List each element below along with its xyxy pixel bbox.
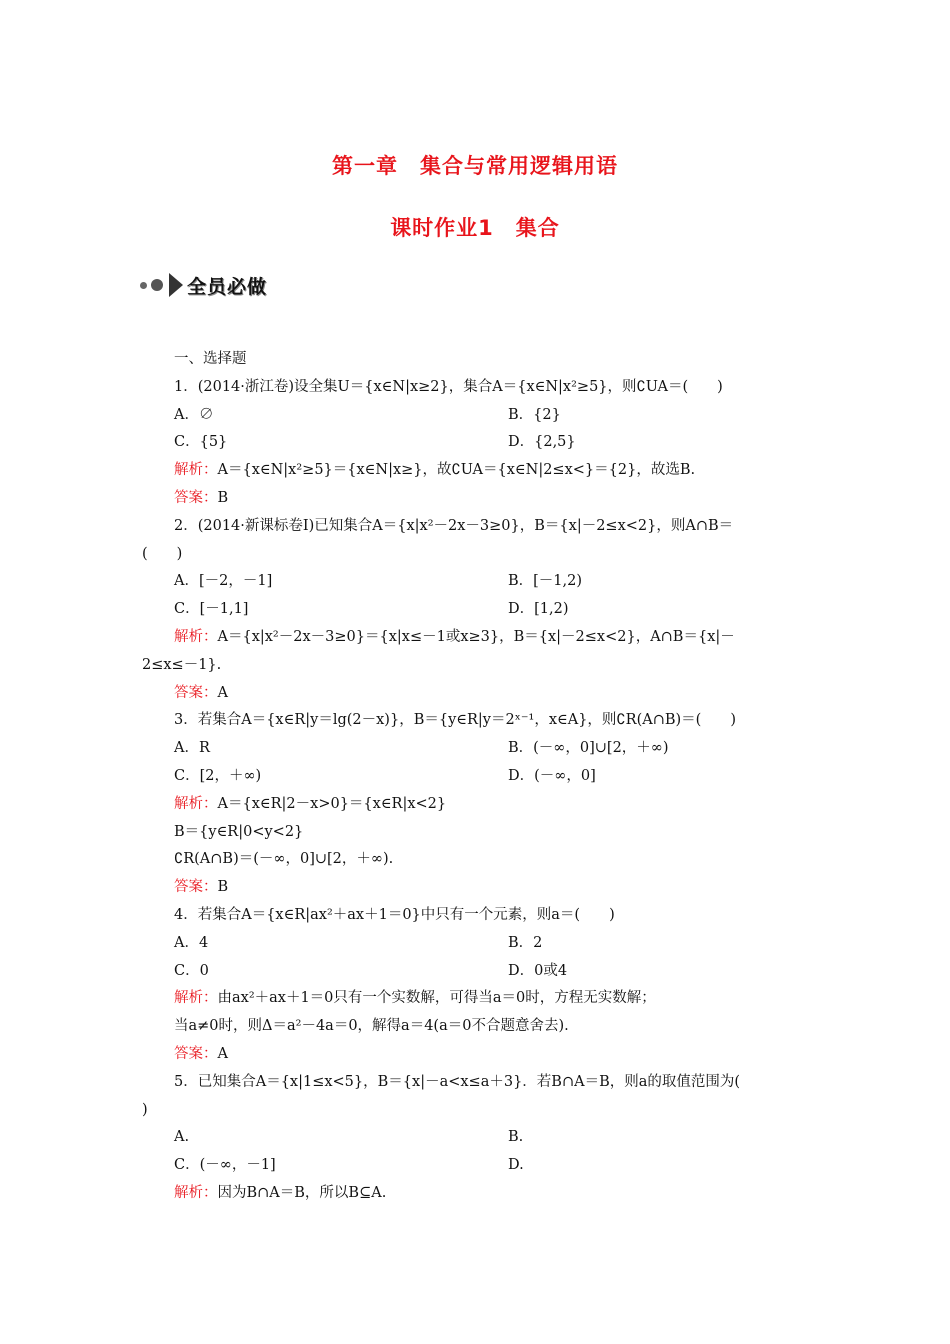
question-1-options-row-1 — [142, 402, 812, 430]
question-1-analysis — [142, 457, 812, 485]
question-2-options-row-2 — [142, 596, 812, 624]
question-3-option-b: B．(－∞，0]∪[2，＋∞) — [508, 740, 669, 757]
question-5-option-d: D. — [508, 1157, 524, 1174]
question-3-option-a: A．R — [174, 740, 210, 757]
analysis-label: 解析： — [174, 1184, 218, 1201]
question-5-option-a: A. — [174, 1129, 190, 1146]
question-3-text: 3．若集合A＝{x∈R|y＝lg(2－x)}，B＝{y∈R|y＝2ˣ⁻¹，x∈A}，则∁R(A∩B)＝( ) — [174, 712, 736, 729]
answer-label: 答案： — [174, 879, 218, 896]
question-4-text: 4．若集合A＝{x∈R|ax²＋ax＋1＝0}中只有一个元素，则a＝( ) — [174, 906, 615, 923]
question-2-analysis-text: A＝{x|x²－2x－3≥0}＝{x|x≤－1或x≥3}，B＝{x|－2≤x<2}，A∩B＝{x|－ — [217, 628, 735, 645]
analysis-label: 解析： — [174, 990, 218, 1007]
question-2-text-continued: ( ) — [142, 545, 183, 562]
question-3-option-d: D．(－∞，0] — [508, 767, 596, 784]
question-5-option-c: C．(－∞，－1] — [174, 1157, 276, 1174]
question-3-options-row-2 — [142, 763, 812, 791]
question-4-option-c: C．0 — [174, 962, 209, 979]
question-1-answer-value: B — [217, 489, 229, 506]
question-2-answer — [142, 680, 812, 708]
question-4-options-row-2 — [142, 958, 812, 986]
question-2-answer-value: A — [217, 684, 228, 701]
question-3-options-row-1 — [142, 735, 812, 763]
question-2-option-b: B．[－1,2) — [508, 573, 583, 590]
question-content — [142, 346, 812, 1208]
analysis-label: 解析： — [174, 795, 218, 812]
question-1-option-b: B．{2} — [508, 406, 561, 423]
question-4-options-row-1 — [142, 930, 812, 958]
question-3-analysis-text: A＝{x∈R|2－x>0}＝{x∈R|x<2} — [217, 795, 447, 812]
question-2-option-a: A．[－2，－1] — [174, 573, 273, 590]
small-dot-icon — [140, 282, 147, 289]
question-4-answer — [142, 1041, 812, 1069]
question-4-option-a: A．4 — [174, 934, 209, 951]
question-2-options-row-1 — [142, 568, 812, 596]
analysis-label: 解析： — [174, 628, 218, 645]
question-4-option-b: B．2 — [508, 934, 543, 951]
chapter-title: 第一章 集合与常用逻辑用语 — [332, 154, 618, 178]
question-3-analysis-line-3: ∁R(A∩B)＝(－∞，0]∪[2，＋∞). — [174, 851, 394, 868]
question-1-option-c: C．{5} — [174, 434, 228, 451]
question-1-answer — [142, 485, 812, 513]
question-5-analysis — [142, 1180, 812, 1208]
question-2-analysis — [142, 624, 812, 652]
question-4-analysis-line-2: 当a≠0时，则Δ＝a²－4a＝0，解得a＝4(a＝0不合题意舍去). — [174, 1018, 569, 1035]
question-4-analysis — [142, 985, 812, 1013]
question-5-text: 5．已知集合A＝{x|1≤x<5}，B＝{x|－a<x≤a＋3}．若B∩A＝B，则a的取值范围为( — [174, 1073, 741, 1090]
question-3-analysis-line-2: B＝{y∈R|0<y<2} — [174, 823, 304, 840]
question-3-analysis — [142, 791, 812, 819]
section-banner — [140, 268, 267, 302]
question-5-option-b: B. — [508, 1129, 524, 1146]
question-4-answer-value: A — [217, 1045, 228, 1062]
question-1-text: 1．(2014·浙江卷)设全集U＝{x∈N|x≥2}，集合A＝{x∈N|x²≥5}，则∁UA＝( ) — [174, 378, 723, 395]
question-1-option-a: A．∅ — [174, 406, 214, 423]
large-dot-icon — [151, 279, 163, 291]
lesson-title: 课时作业1 集合 — [390, 216, 560, 240]
question-5-text-continued: ) — [142, 1101, 148, 1118]
question-5-analysis-text: 因为B∩A＝B，所以B⊆A. — [217, 1184, 387, 1201]
answer-label: 答案： — [174, 489, 218, 506]
question-2-analysis-continued: 2≤x≤－1}. — [142, 656, 222, 673]
question-1-option-d: D．{2,5} — [508, 434, 576, 451]
section-heading: 一、选择题 — [174, 351, 247, 367]
question-2-option-d: D．[1,2) — [508, 601, 569, 618]
question-3-option-c: C．[2，＋∞) — [174, 767, 262, 784]
question-5-options-row-2 — [142, 1152, 812, 1180]
question-4-analysis-text: 由ax²＋ax＋1＝0只有一个实数解，可得当a＝0时，方程无实数解； — [217, 990, 656, 1007]
question-3-answer-value: B — [217, 879, 229, 896]
question-2-option-c: C．[－1,1] — [174, 601, 249, 618]
banner-label: 全员必做 — [187, 275, 268, 298]
answer-label: 答案： — [174, 684, 218, 701]
question-1-options-row-2 — [142, 429, 812, 457]
answer-label: 答案： — [174, 1045, 218, 1062]
question-4-option-d: D．0或4 — [508, 962, 568, 979]
question-3-answer — [142, 874, 812, 902]
arrow-right-icon — [169, 273, 183, 297]
question-1-analysis-text: A＝{x∈N|x²≥5}＝{x∈N|x≥}，故∁UA＝{x∈N|2≤x<}＝{2}，故选B. — [217, 462, 696, 479]
analysis-label: 解析： — [174, 462, 218, 479]
question-5-options-row-1 — [142, 1124, 812, 1152]
question-2-text: 2．(2014·新课标卷Ⅰ)已知集合A＝{x|x²－2x－3≥0}，B＝{x|－2≤x<2}，则A∩B＝ — [174, 517, 734, 534]
